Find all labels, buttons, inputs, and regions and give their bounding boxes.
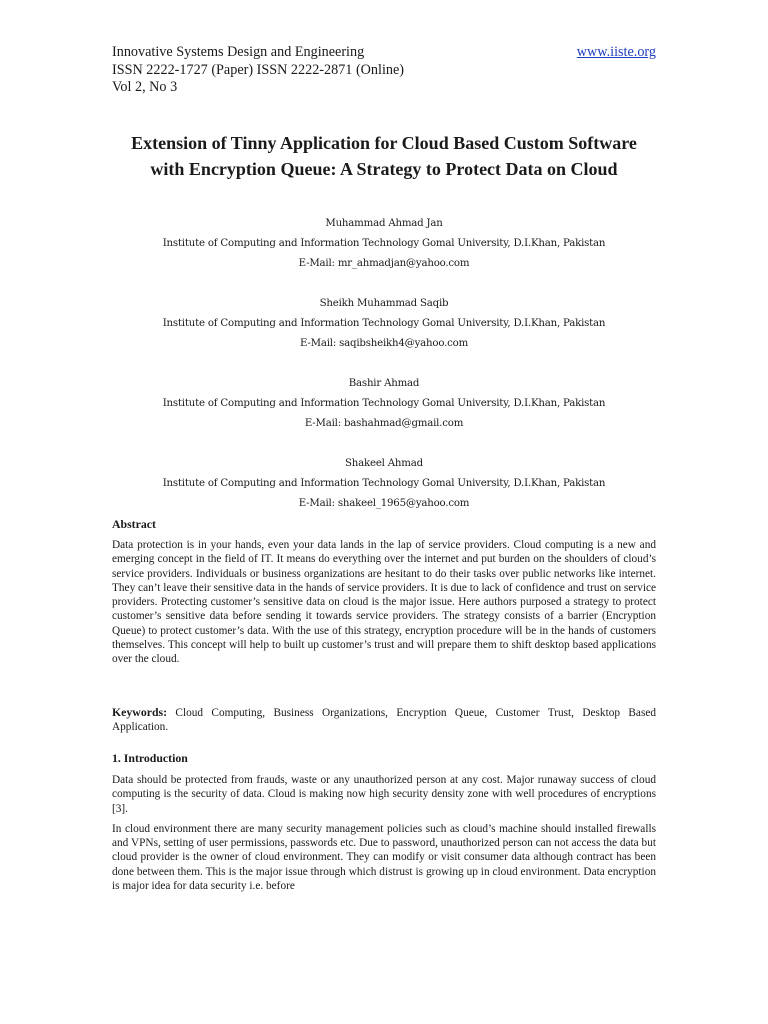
author-affiliation: Institute of Computing and Information Technology Gomal University, D.I.Khan, Pakistan (162, 318, 606, 329)
author-name: Muhammad Ahmad Jan (325, 218, 443, 229)
journal-url-link[interactable]: www.iiste.org (576, 44, 656, 60)
author-name: Shakeel Ahmad (345, 458, 423, 469)
introduction-heading: 1. Introduction (112, 751, 188, 765)
author-list (112, 214, 656, 534)
paper-title: Extension of Tinny Application for Cloud Based Custom Software with Encryption Queue: A Strategy to Protect Data on Cloud (131, 133, 637, 179)
keywords-label: Keywords: (112, 705, 168, 719)
author-block (112, 294, 656, 354)
abstract-text: Data protection is in your hands, even your data lands in the lap of service providers. Cloud computing is a new and emerging concept in the field of IT. It means do everything over the internet and put burden on the shoulders of cloud’s service providers. Individuals or business organizations are hesitant to do their tasks over public networks like internet. They can’t leave their sensitive data in the hands of service providers. It is due to lack of confidence and trust on service providers. Protecting customer’s sensitive data on cloud is the major issue. Here authors purposed a strategy to protect customer’s sensitive data before sending it towards service providers. The strategy consists of a barrier (Encryption Queue) to protect customer’s data. With the use of this strategy, encryption procedure will be in the hands of customers themselves. This concept will help to built up customer’s trust and will prepare them to shift desktop based applications over the cloud. (112, 539, 656, 666)
keywords-section (112, 705, 656, 735)
author-block (112, 454, 656, 514)
keywords-paragraph (112, 705, 656, 735)
author-name: Sheikh Muhammad Saqib (319, 298, 449, 309)
journal-header (112, 44, 656, 97)
author-name: Bashir Ahmad (348, 378, 420, 389)
author-block (112, 214, 656, 274)
author-block (112, 374, 656, 434)
introduction-paragraph: In cloud environment there are many security management policies such as cloud’s machine should installed firewalls and VPNs, setting of user permissions, passwords etc. Due to password, unauthorized person can not access the data but cloud provider is the owner of cloud environment. They can modify or visit consumer data although contract has been done between them. This is the major issue through which distrust is growing up in cloud environment. Data encryption is major idea for data security i.e. before (112, 822, 656, 893)
author-affiliation: Institute of Computing and Information Technology Gomal University, D.I.Khan, Pakistan (162, 398, 606, 409)
author-email: E-Mail: bashahmad@gmail.com (304, 418, 464, 429)
keywords-text: Cloud Computing, Business Organizations, Encryption Queue, Customer Trust, Desktop Based Application. (112, 707, 656, 734)
introduction-section (112, 751, 656, 899)
journal-name: Innovative Systems Design and Engineering (112, 44, 365, 60)
abstract-section (112, 517, 656, 667)
volume-line: Vol 2, No 3 (112, 79, 178, 95)
author-email: E-Mail: shakeel_1965@yahoo.com (298, 498, 470, 509)
author-email: E-Mail: saqibsheikh4@yahoo.com (299, 338, 469, 349)
author-affiliation: Institute of Computing and Information Technology Gomal University, D.I.Khan, Pakistan (162, 478, 606, 489)
introduction-paragraph: Data should be protected from frauds, waste or any unauthorized person at any cost. Major runaway success of cloud computing is the security of data. Cloud is making now high security density zone with well procedures of encryptions [3]. (112, 774, 656, 815)
issn-line: ISSN 2222-1727 (Paper) ISSN 2222-2871 (Online) (112, 61, 405, 78)
abstract-heading: Abstract (112, 517, 156, 531)
author-affiliation: Institute of Computing and Information Technology Gomal University, D.I.Khan, Pakistan (162, 238, 606, 249)
author-email: E-Mail: mr_ahmadjan@yahoo.com (298, 258, 470, 269)
